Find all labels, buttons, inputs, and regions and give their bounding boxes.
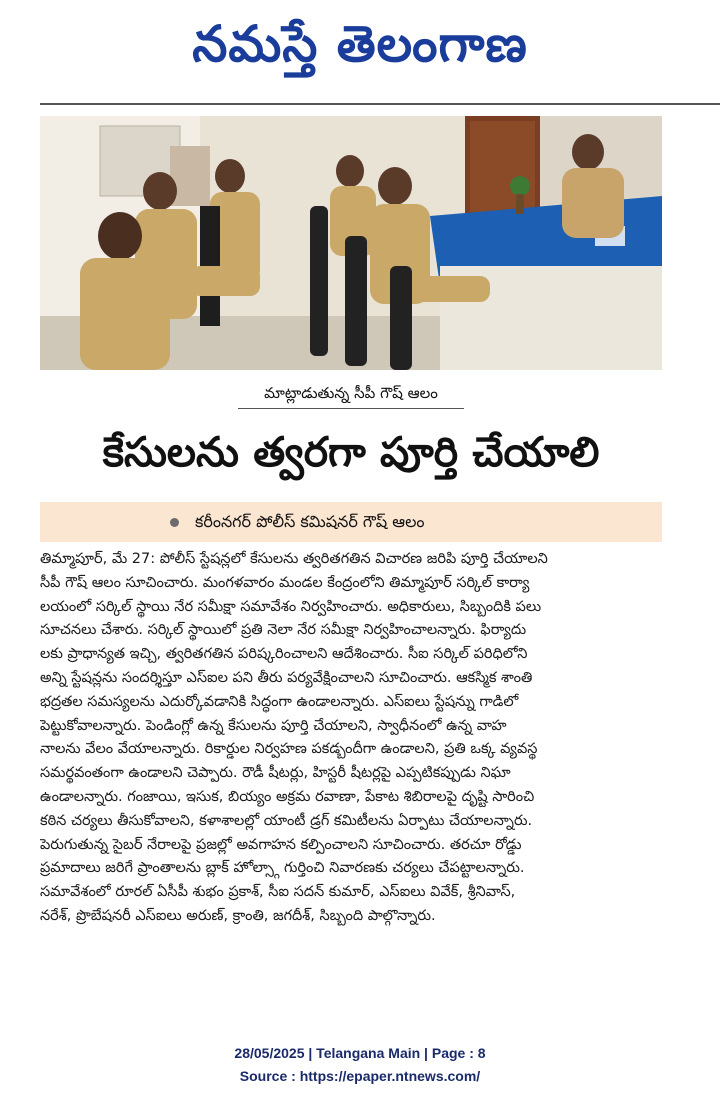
news-photo xyxy=(40,116,662,370)
masthead xyxy=(0,0,720,92)
bullet-icon xyxy=(170,518,179,527)
body-line: సమర్థవంతంగా ఉండాలని చెప్పారు. రౌడీ షీటర్లు, హిస్టరీ షీటర్లపై ఎప్పటికప్పుడు నిఘా xyxy=(40,765,511,782)
body-line: లయంలో సర్కిల్ స్థాయి నేర సమీక్షా సమావేశం నిర్వహించారు. అధికారులు, సిబ్బందికి పలు xyxy=(40,598,542,615)
body-line: పెట్టుకోవాలన్నారు. పెండింగ్లో ఉన్న కేసులను పూర్తి చేయాలని, స్వాధీనంలో ఉన్న వాహ xyxy=(40,717,507,734)
body-line: తిమ్మాపూర్, మే 27: పోలీస్ స్టేషన్లలో కేసులను త్వరితగతిన విచారణ జరిపి పూర్తి చేయాలని xyxy=(40,551,548,567)
body-line: లకు ప్రాధాన్యత ఇచ్చి, త్వరితగతిన పరిష్కరించాలని ఆదేశించారు. సీఐ సర్కిల్ పరిధిలోని xyxy=(40,646,528,663)
footer-source-link[interactable]: Source : https://epaper.ntnews.com/ xyxy=(239,1068,481,1084)
article-body xyxy=(40,548,662,929)
photo-caption xyxy=(238,378,464,409)
body-line: నాలను వేలం వేయాలన్నారు. రికార్డుల నిర్వహణ పకడ్బందీగా ఉండాలని, ప్రతి ఒక్క వ్యవస్థ xyxy=(40,741,538,758)
newspaper-logo: నమస్తే తెలంగాణ xyxy=(192,15,528,73)
body-line: భద్రతల సమస్యలను ఎదుర్కోవడానికి సిద్ధంగా ఉండాలన్నారు. ఎస్ఐలు స్టేషన్ను గాడిలో xyxy=(40,693,519,710)
masthead-divider xyxy=(40,103,720,105)
subhead-text: కరీంనగర్ పోలీస్ కమిషనర్ గౌష్ ఆలం xyxy=(195,512,425,531)
photo-caption-text: మాట్లాడుతున్న సీపీ గౌష్ ఆలం xyxy=(264,384,438,402)
body-line: పెరుగుతున్న సైబర్ నేరాలపై ప్రజల్లో అవగాహన కల్పించాలని సూచించారు. తరచూ రోడ్డు xyxy=(40,836,522,853)
police-meeting-photo xyxy=(40,116,662,370)
headline: కేసులను త్వరగా పూర్తి చేయాలి xyxy=(102,428,600,476)
body-line: నరేశ్, ప్రొబేషనరీ ఎస్ఐలు అరుణ్, క్రాంతి, జగదీశ్, సిబ్బంది పాల్గొన్నారు. xyxy=(40,907,436,924)
subhead-bar xyxy=(40,502,662,542)
body-line: ఉండాలన్నారు. గంజాయి, ఇసుక, బియ్యం అక్రమ రవాణా, పేకాట శిబిరాలపై దృష్టి సారించి xyxy=(40,788,535,805)
body-line: కఠిన చర్యలు తీసుకోవాలని, కళాశాలల్లో యాంటీ డ్రగ్ కమిటీలను ఏర్పాటు చేయాలన్నారు. xyxy=(40,812,533,829)
body-line: సీపీ గౌష్ ఆలం సూచించారు. మంగళవారం మండల కేంద్రంలోని తిమ్మాపూర్ సర్కిల్ కార్యా xyxy=(40,574,530,591)
footer-edition-info: 28/05/2025 | Telangana Main | Page : 8 xyxy=(234,1045,486,1061)
body-line: సమావేశంలో రూరల్ ఏసీపీ శుభం ప్రకాశ్, సీఐ సదన్ కుమార్, ఎస్ఐలు వివేక్, శ్రీనివాస్, xyxy=(40,884,516,901)
body-line: ప్రమాదాలు జరిగే ప్రాంతాలను బ్లాక్ హోల్స్గా గుర్తించి నివారణకు చర్యలు చేపట్టాలన్నారు. xyxy=(40,860,525,877)
body-line: సూచనలు చేశారు. సర్కిల్ స్థాయిలో ప్రతి నెలా నేర సమీక్షా నిర్వహించాలన్నారు. ఫిర్యాదు xyxy=(40,622,527,639)
body-line: అన్ని స్టేషన్లను సందర్శిస్తూ ఎస్ఐల పని తీరు పర్యవేక్షించాలని సూచించారు. ఆకస్మిక శాంతి xyxy=(40,669,533,686)
